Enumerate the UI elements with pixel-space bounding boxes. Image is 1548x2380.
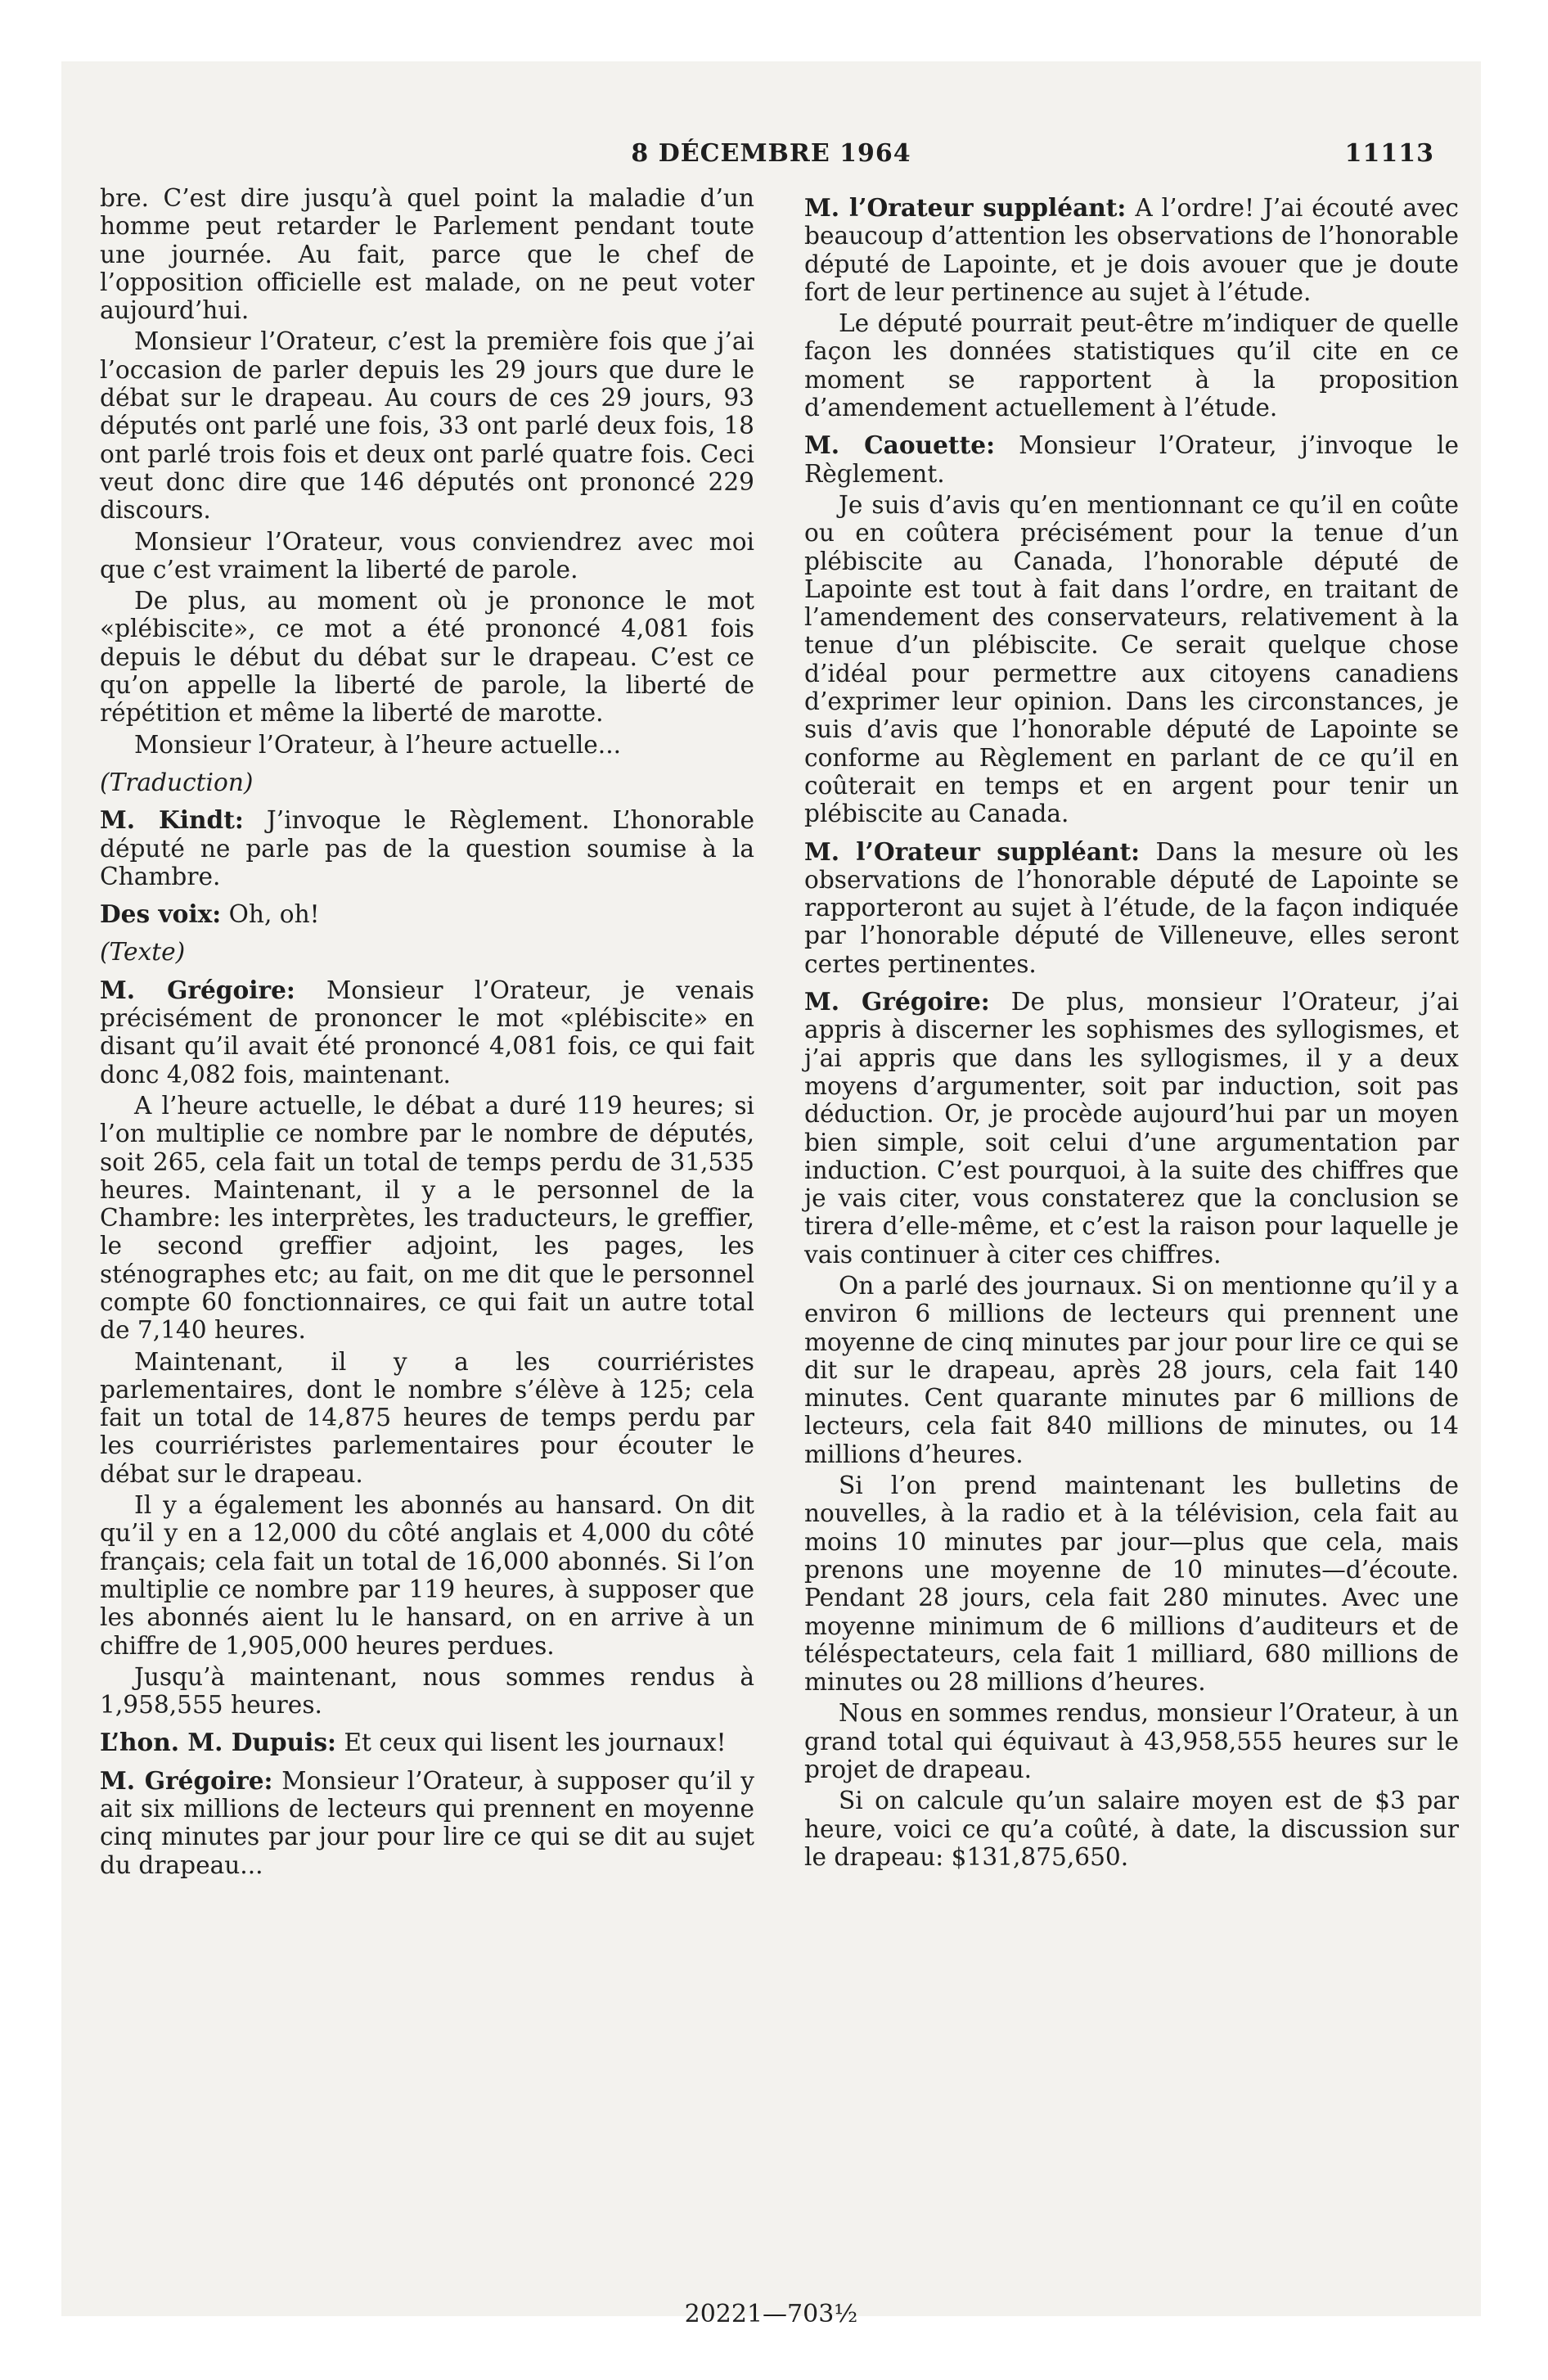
paragraph-text: Oh, oh!	[228, 900, 320, 929]
paragraph-text: Monsieur l’Orateur, vous conviendrez avec moi que c’est vraiment la liberté de parole.	[100, 527, 754, 584]
paragraph	[804, 431, 1459, 488]
paragraph-text: Le député pourrait peut-être m’indiquer de quelle façon les données statistiques qu’il cite en ce moment se rapportent à la proposition d’amendement actuellement à l’étude.	[804, 309, 1459, 422]
right-column	[804, 184, 1459, 1874]
paragraph	[100, 587, 754, 727]
paragraph	[100, 976, 754, 1089]
left-column	[100, 184, 754, 1882]
paragraph-text: Jusqu’à maintenant, nous sommes rendus à 1,958,555 heures.	[100, 1662, 754, 1720]
paragraph-text: Il y a également les abonnés au hansard. On dit qu’il y en a 12,000 du côté anglais et 4,000 du côté français; cela fait un total de 16,000 abonnés. Si l’on multiplie ce nombre par 119 heures, à supposer que les abonnés aient lu le hansard, on en arrive à un chiffre de 1,905,000 heures perdues.	[100, 1491, 754, 1660]
paragraph-text: Si l’on prend maintenant les bulletins de nouvelles, à la radio et à la télévision, cela fait au moins 10 minutes par jour—plus que cela, mais prenons une moyenne de 10 minutes—d’écoute. Pendant 28 jours, cela fait 280 minutes. Avec une moyenne minimum de 6 millions d’auditeurs et de téléspectateurs, cela fait 1 milliard, 680 millions de minutes ou 28 millions d’heures.	[804, 1472, 1459, 1697]
paragraph-text: Dans la mesure où les observations de l’honorable député de Lapointe se rapporteront au sujet à l’étude, de la façon indiquée par l’honorable député de Villeneuve, elles seront certes pertinentes.	[804, 837, 1459, 978]
paragraph-text: Nous en sommes rendus, monsieur l’Orateur, à un grand total qui équivaut à 43,958,555 heures sur le projet de drapeau.	[804, 1699, 1459, 1784]
paragraph	[804, 1472, 1459, 1696]
paragraph	[804, 194, 1459, 306]
header-page-number: 11113	[1344, 139, 1434, 168]
section-heading: (Texte)	[100, 938, 186, 967]
paragraph-text: bre. C’est dire jusqu’à quel point la maladie d’un homme peut retarder le Parlement pendant toute une journée. Au fait, parce que le chef de l’opposition officielle est malade, on ne peut voter aujourd’hui.	[100, 184, 754, 325]
header-date: 8 DÉCEMBRE 1964	[631, 139, 911, 168]
speaker-name: L’hon. M. Dupuis:	[100, 1728, 336, 1757]
paragraph-text: Monsieur l’Orateur, je venais précisément de prononcer le mot «plébiscite» en disant qu’il avait été prononcé 4,081 fois, ce qui fait donc 4,082 fois, maintenant.	[100, 976, 754, 1089]
paragraph	[100, 1348, 754, 1488]
paragraph	[100, 1491, 754, 1660]
paragraph	[100, 900, 754, 928]
paragraph	[100, 1663, 754, 1720]
paragraph-text: On a parlé des journaux. Si on mentionne qu’il y a environ 6 millions de lecteurs qui prennent une moyenne de cinq minutes par jour pour lire ce qui se dit sur le drapeau, après 28 jours, cela fait 140 minutes. Cent quarante minutes par 6 millions de lecteurs, cela fait 840 millions de minutes, ou 14 millions d’heures.	[804, 1271, 1459, 1468]
paragraph-text: Si on calcule qu’un salaire moyen est de $3 par heure, voici ce qu’a coûté, à date, la discussion sur le drapeau: $131,875,650.	[804, 1787, 1459, 1871]
speaker-name: M. Grégoire:	[804, 987, 990, 1016]
speaker-name: M. l’Orateur suppléant:	[804, 836, 1141, 866]
paragraph	[100, 1767, 754, 1879]
paragraph	[100, 1729, 754, 1756]
speaker-name: M. Grégoire:	[100, 975, 295, 1004]
paragraph	[804, 1272, 1459, 1468]
paragraph	[100, 184, 754, 324]
section-heading: (Traduction)	[100, 768, 254, 796]
paragraph-text: Et ceux qui lisent les journaux!	[344, 1729, 727, 1757]
paragraph	[100, 1092, 754, 1345]
paragraph-text: Maintenant, il y a les courriéristes parlementaires, dont le nombre s’élève à 125; cela fait un total de 14,875 heures de temps perdu par les courriéristes parlementaires pour écouter le débat sur le drapeau.	[100, 1347, 754, 1488]
paragraph	[804, 1787, 1459, 1871]
speaker-name: M. Kindt:	[100, 805, 244, 835]
page-header	[61, 139, 1481, 180]
paragraph-text: Monsieur l’Orateur, j’invoque le Règlement.	[804, 431, 1459, 488]
paragraph	[100, 806, 754, 890]
paragraph-text: J’invoque le Règlement. L’honorable député ne parle pas de la question soumise à la Chambre.	[100, 806, 754, 890]
paragraph-text: Monsieur l’Orateur, à supposer qu’il y ait six millions de lecteurs qui prennent en moyenne cinq minutes par jour pour lire ce qui se dit au sujet du drapeau...	[100, 1766, 754, 1879]
paragraph-text: Monsieur l’Orateur, c’est la première fois que j’ai l’occasion de parler depuis les 29 jours que dure le débat sur le drapeau. Au cours de ces 29 jours, 93 députés ont parlé une fois, 33 ont parlé deux fois, 18 ont parlé trois fois et deux ont parlé quatre fois. Ceci veut donc dire que 146 députés ont prononcé 229 discours.	[100, 327, 754, 525]
speaker-name: M. Grégoire:	[100, 1765, 273, 1795]
speaker-name: M. l’Orateur suppléant:	[804, 193, 1127, 222]
paragraph-text: Monsieur l’Orateur, à l’heure actuelle...	[134, 730, 622, 759]
paragraph-text: Je suis d’avis qu’en mentionnant ce qu’il en coûte ou en coûtera précisément pour la tenue d’un plébiscite au Canada, l’honorable député de Lapointe est tout à fait dans l’ordre, en traitant de l’amendement des conservateurs, relativement à la tenue d’un plébiscite. Ce serait quelque chose d’idéal pour permettre aux citoyens canadiens d’exprimer leur opinion. Dans les circonstances, je suis d’avis que l’honorable député de Lapointe se conforme au Règlement en parlant de ce qu’il en coûterait en temps et en argent pour tenir un plébiscite au Canada.	[804, 490, 1459, 828]
paragraph-text: A l’ordre! J’ai écouté avec beaucoup d’attention les observations de l’honorable député de Lapointe, et je dois avouer que je doute fort de leur pertinence au sujet à l’étude.	[804, 194, 1459, 306]
paragraph-text: De plus, au moment où je prononce le mot «plébiscite», ce mot a été prononcé 4,081 fois depuis le début du débat sur le drapeau. C’est ce qu’on appelle la liberté de parole, la liberté de répétition et même la liberté de marotte.	[100, 587, 754, 728]
paragraph	[804, 491, 1459, 828]
paragraph	[804, 1699, 1459, 1783]
paragraph	[804, 838, 1459, 978]
speaker-name: M. Caouette:	[804, 430, 996, 460]
document-page	[61, 61, 1481, 2328]
paragraph	[100, 731, 754, 759]
paragraph	[100, 327, 754, 524]
paragraph-text: De plus, monsieur l’Orateur, j’ai appris à discerner les sophismes des syllogismes, et j’ai appris que dans les syllogismes, il y a deux moyens d’argumenter, soit par induction, soit pas déduction. Or, je procède aujourd’hui par un moyen bien simple, soit celui d’une argumentation par induction. C’est pourquoi, à la suite des chiffres que je vais citer, vous constaterez que la conclusion se tirera d’elle-même, et c’est la raison pour laquelle je vais continuer à citer ces chiffres.	[804, 988, 1460, 1269]
paragraph	[100, 528, 754, 584]
paragraph	[804, 988, 1459, 1269]
paragraph	[804, 309, 1459, 421]
footer-signature: 20221—703½	[684, 2300, 858, 2328]
paragraph-text: A l’heure actuelle, le débat a duré 119 heures; si l’on multiplie ce nombre par le nombre de députés, soit 265, cela fait un total de temps perdu de 31,535 heures. Maintenant, il y a le personnel de la Chambre: les interprètes, les traducteurs, le greffier, le second greffier adjoint, les pages, les sténographes etc; au fait, on me dit que le personnel compte 60 fonctionnaires, ce qui fait un autre total de 7,140 heures.	[100, 1091, 754, 1345]
speaker-name: Des voix:	[100, 899, 222, 929]
